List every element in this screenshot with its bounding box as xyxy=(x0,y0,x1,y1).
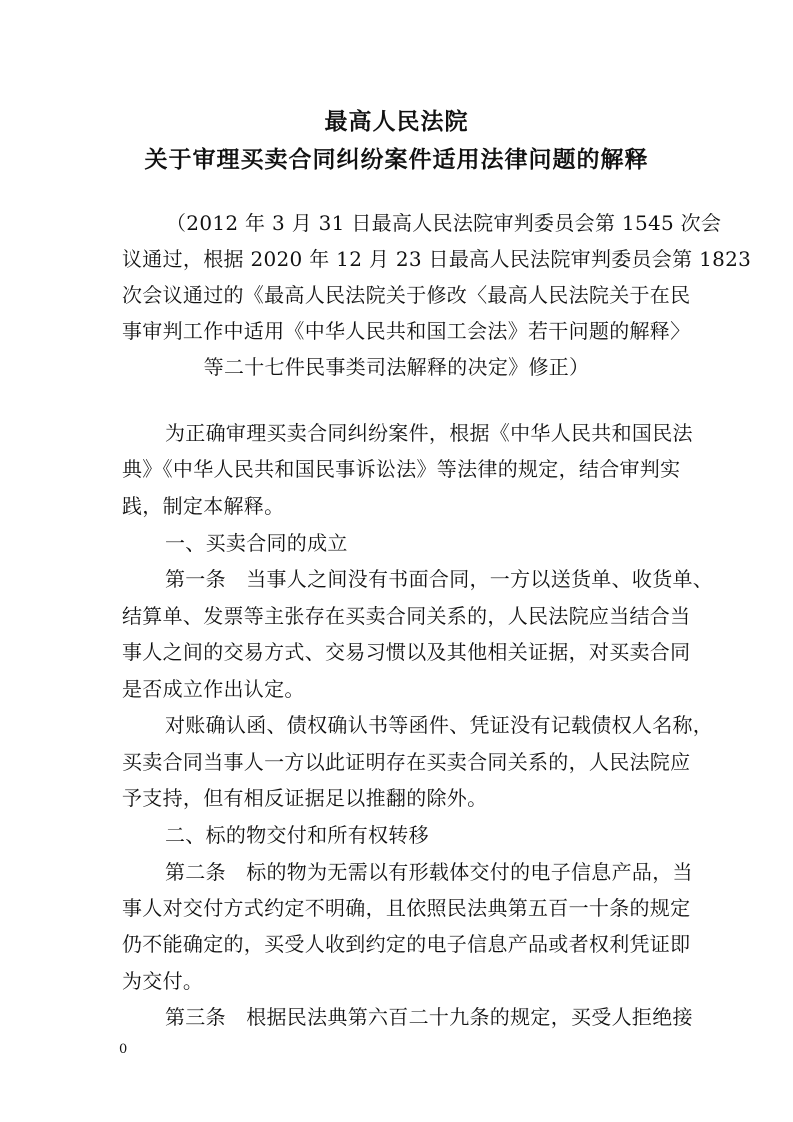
title-interpretation: 关于审理买卖合同纠纷案件适用法律问题的解释 xyxy=(144,146,649,173)
article-1-line: 结算单、发票等主张存在买卖合同关系的，人民法院应当结合当 xyxy=(122,604,691,628)
article-1-line: 对账确认函、债权确认书等函件、凭证没有记载债权人名称， xyxy=(165,713,714,737)
adoption-note-line: （2012 年 3 月 31 日最高人民法院审判委员会第 1545 次会 xyxy=(166,211,722,235)
page-number: 0 xyxy=(119,1042,128,1057)
article-3-line: 第三条 根据民法典第六百二十九条的规定，买受人拒绝接 xyxy=(165,1005,693,1029)
adoption-note-line: 事审判工作中适用《中华人民共和国工会法》若干问题的解释〉 xyxy=(122,319,691,343)
adoption-note-line: 等二十七件民事类司法解释的决定》修正） xyxy=(203,355,590,379)
article-2-line: 仍不能确定的，买受人收到约定的电子信息产品或者权利凭证即 xyxy=(122,932,691,956)
preamble-line: 践，制定本解释。 xyxy=(122,494,285,518)
article-1-line: 买卖合同当事人一方以此证明存在买卖合同关系的，人民法院应 xyxy=(122,750,691,774)
adoption-note-line: 次会议通过的《最高人民法院关于修改〈最高人民法院关于在民 xyxy=(122,283,691,307)
article-2-line: 事人对交付方式约定不明确，且依照民法典第五百一十条的规定 xyxy=(122,896,691,920)
article-1-line: 第一条 当事人之间没有书面合同，一方以送货单、收货单、 xyxy=(165,567,714,591)
preamble-line: 为正确审理买卖合同纠纷案件，根据《中华人民共和国民法 xyxy=(165,421,693,445)
title-court: 最高人民法院 xyxy=(324,108,469,135)
article-1-line: 事人之间的交易方式、交易习惯以及其他相关证据，对买卖合同 xyxy=(122,640,691,664)
article-1-line: 予支持，但有相反证据足以推翻的除外。 xyxy=(122,786,488,810)
preamble-line: 典》《中华人民共和国民事诉讼法》等法律的规定，结合审判实 xyxy=(122,457,681,481)
article-2-line: 为交付。 xyxy=(122,969,204,993)
article-2-line: 第二条 标的物为无需以有形载体交付的电子信息产品，当 xyxy=(165,860,693,884)
article-1-line: 是否成立作出认定。 xyxy=(122,677,305,701)
section-heading: 二、标的物交付和所有权转移 xyxy=(165,823,429,847)
section-heading: 一、买卖合同的成立 xyxy=(165,531,348,555)
adoption-note-line: 议通过，根据 2020 年 12 月 23 日最高人民法院审判委员会第 1823 xyxy=(122,247,752,271)
